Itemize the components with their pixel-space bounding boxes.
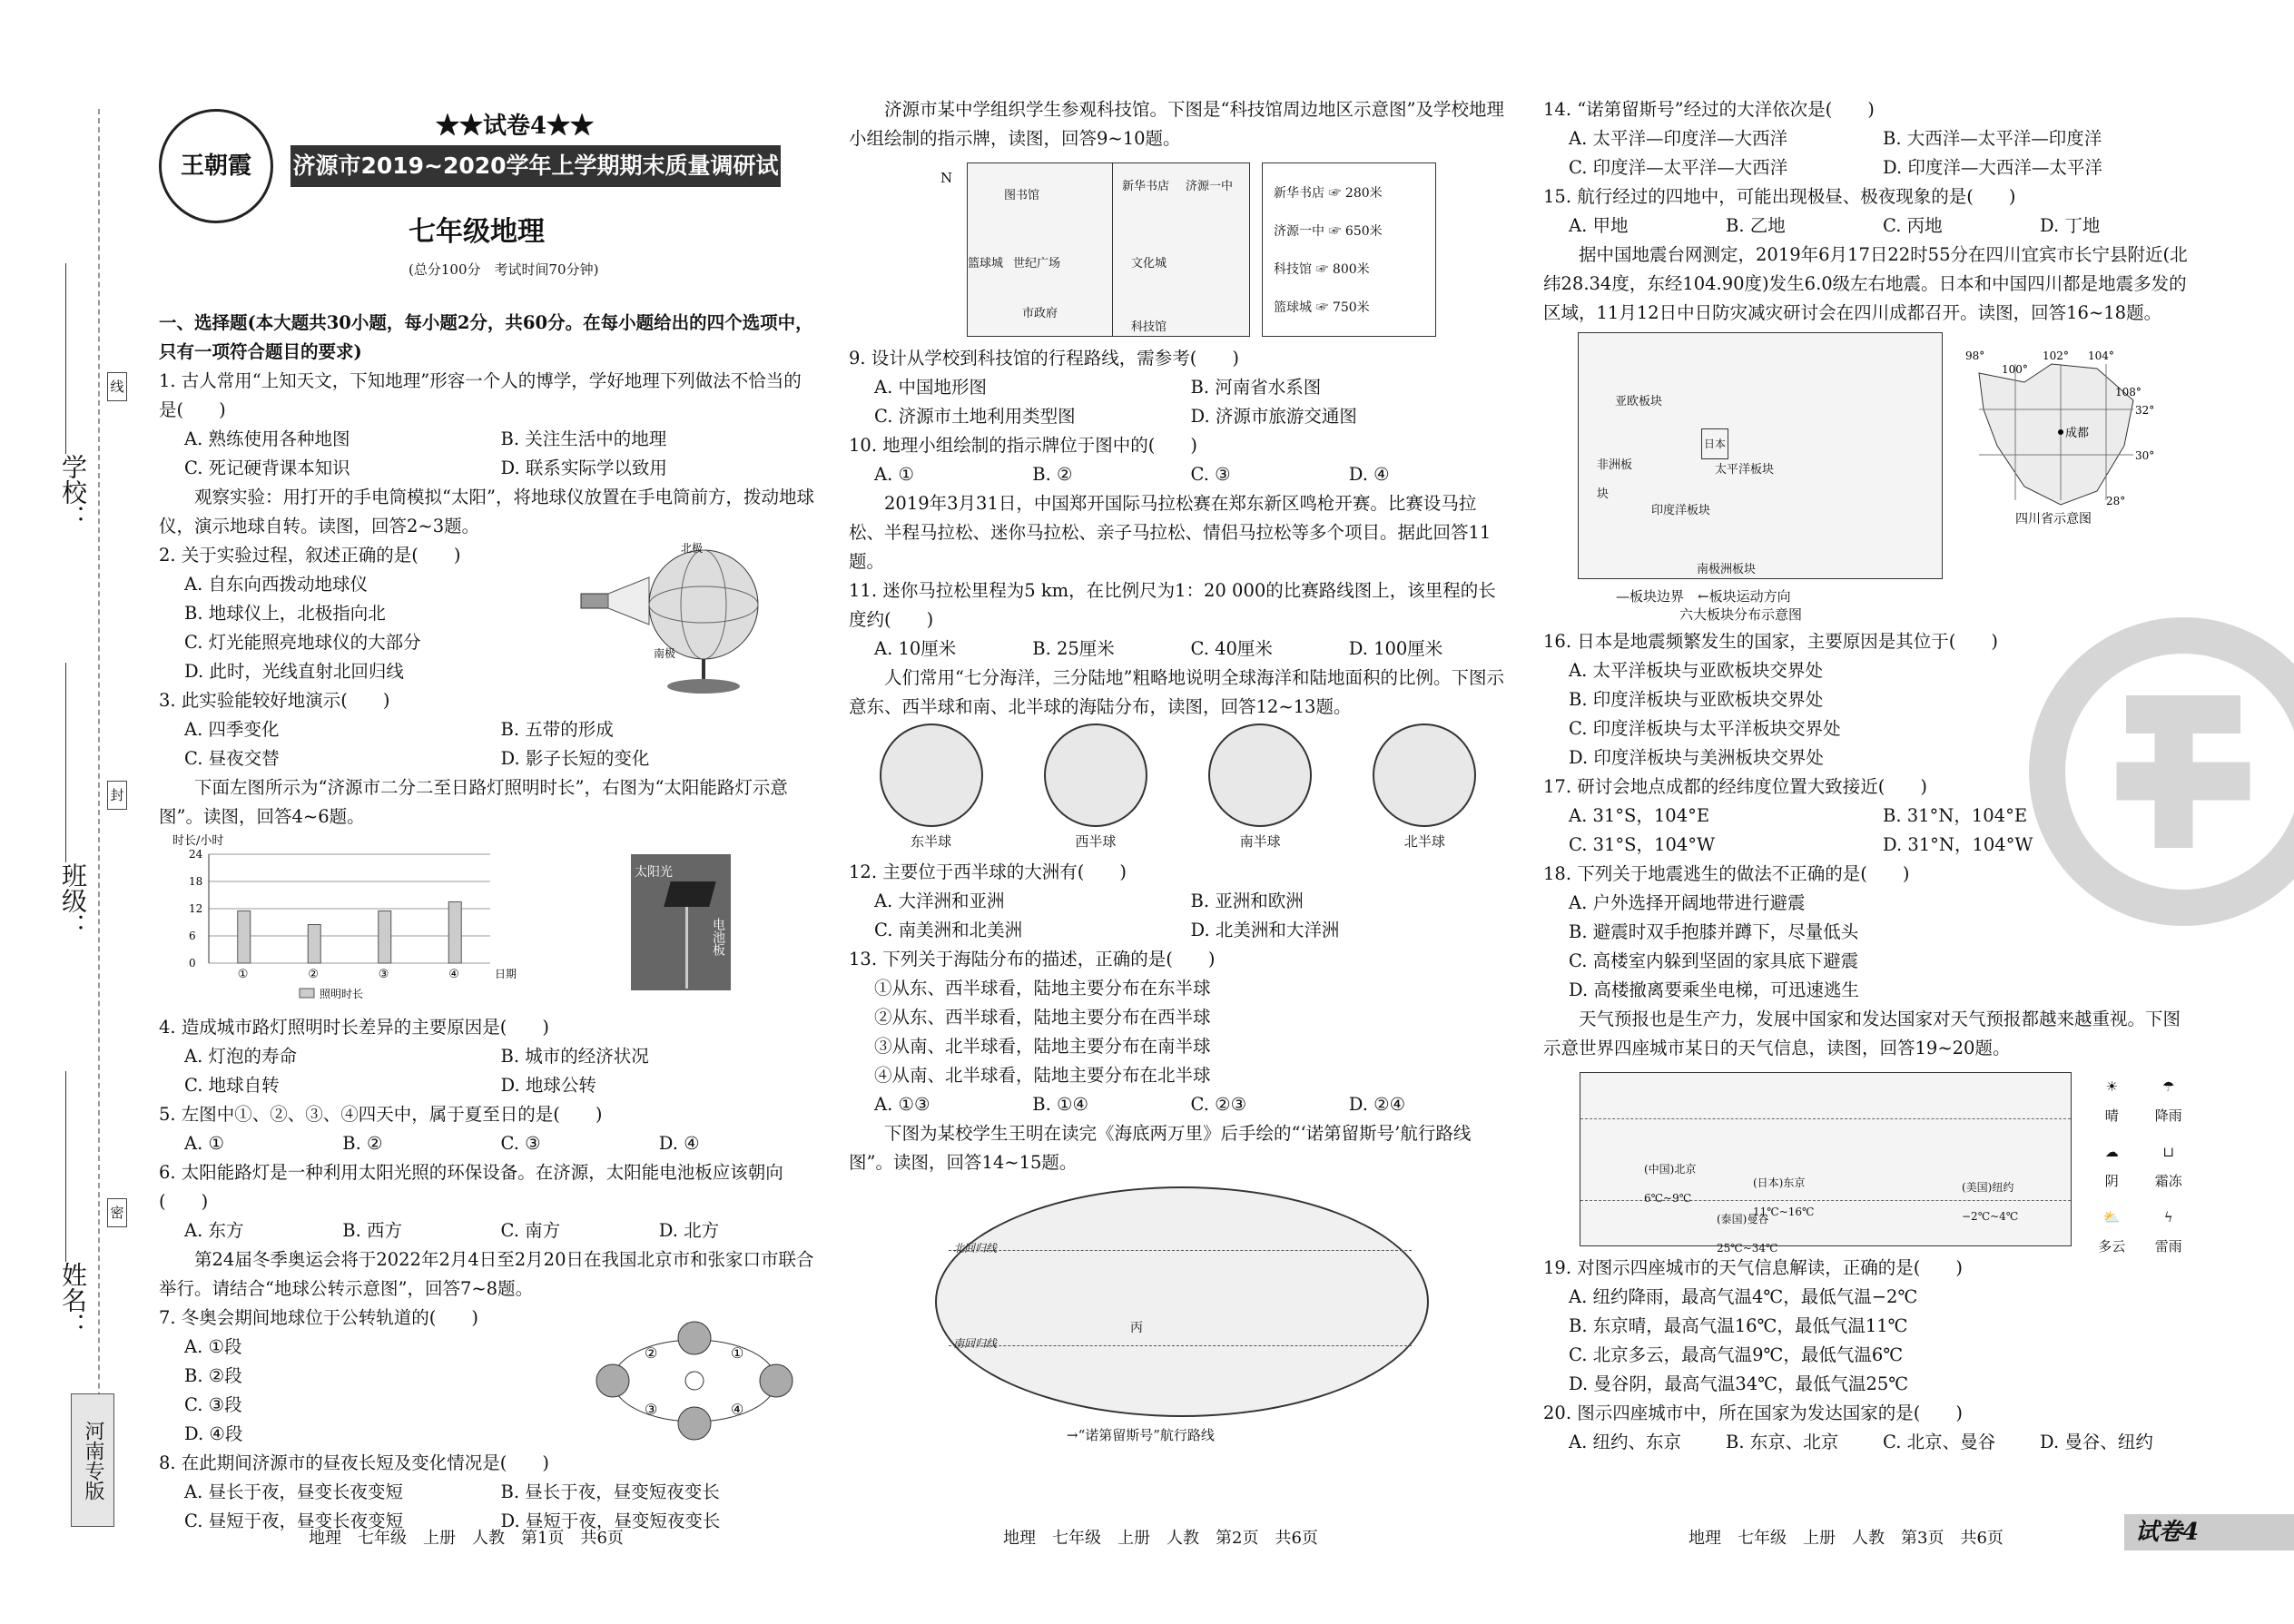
weather-legend: ☀ 晴 ☂ 降雨 ☁ 阴 ⊔ 霜冻 ⛅ 多云 ϟ 雷雨 (2083, 1072, 2197, 1261)
question-17: 17. 研讨会地点成都的经纬度位置大致接近( ) (1543, 776, 1927, 797)
option[interactable]: A. 纽约降雨，最高气温4℃，最低气温−2℃ (1569, 1286, 1918, 1307)
sichuan-map (1961, 346, 2161, 527)
bar (238, 911, 251, 964)
options-5 (159, 1129, 817, 1158)
option[interactable]: C. 死记硬背课本知识 (184, 458, 350, 478)
options-2 (159, 570, 546, 686)
east-hemisphere-globe (880, 723, 983, 827)
option[interactable]: C. 40厘米 (1190, 638, 1273, 659)
plate-antarctic: 南极洲板块 (1697, 563, 1757, 576)
plate-legend: —板块边界 ←板块运动方向 (1616, 588, 1791, 605)
option[interactable]: C. ③ (1190, 464, 1231, 485)
thunder-icon: ϟ (2163, 1209, 2173, 1225)
option[interactable]: D. 曼谷、纽约 (2040, 1432, 2153, 1452)
world-map-ellipse (935, 1186, 1429, 1417)
question-18: 18. 下列关于地震逃生的做法不正确的是( ) (1543, 863, 1910, 884)
panel-label: 电池板 (711, 918, 725, 956)
option[interactable]: D. 影子长短的变化 (500, 748, 650, 769)
option[interactable]: D. ②④ (1348, 1094, 1406, 1115)
question-20: 20. 图示四座城市中，所在国家为发达国家的是( ) (1543, 1403, 1963, 1423)
option[interactable]: B. 25厘米 (1032, 638, 1115, 659)
q13-statements (849, 974, 1507, 1090)
question-3: 3. 此实验能较好地演示( ) (159, 690, 390, 711)
sichuan-caption: 四川省示意图 (2015, 512, 2092, 527)
seal-tag-line: 线 (107, 372, 127, 401)
option[interactable]: A. 31°S，104°E (1569, 805, 1710, 826)
question-19: 19. 对图示四座城市的天气信息解读，正确的是( ) (1543, 1257, 1963, 1278)
science-museum-map (940, 162, 1114, 337)
hemi-caption: 西半球 (1075, 833, 1117, 850)
options-3 (159, 715, 817, 773)
option[interactable]: D. ④ (1348, 464, 1390, 485)
chart-xlabel: 日期 (495, 968, 517, 980)
footer-page-3: 地理 七年级 上册 人教 第3页 共6页 (1689, 1529, 2004, 1548)
option[interactable]: C. 南方 (500, 1220, 561, 1241)
option[interactable]: D. 曼谷阴，最高气温34℃，最低气温25℃ (1569, 1373, 1909, 1394)
option[interactable]: D. 此时，光线直射北回归线 (184, 661, 404, 682)
option[interactable]: A. ① (874, 464, 914, 485)
options-15 (1543, 212, 2197, 241)
section-heading: 一、选择题(本大题共30小题，每小题2分，共60分。在每小题给出的四个选项中，只有一项符合题目的要求) (159, 312, 813, 362)
option[interactable]: C. ②③ (1190, 1094, 1247, 1115)
lon-102: 102° (2043, 349, 2069, 362)
tropic-capricorn-label: 南回归线 (953, 1337, 998, 1350)
option[interactable]: B. 昼长于夜，昼变短夜变长 (500, 1481, 720, 1502)
option[interactable]: A. ①③ (874, 1094, 930, 1115)
option[interactable]: D. 昼短于夜，昼变短夜变长 (500, 1511, 721, 1531)
options-13 (849, 1090, 1507, 1119)
passage-11: 2019年3月31日，中国郑开国际马拉松赛在郑东新区鸣枪开赛。比赛设马拉松、半程马拉松、迷你马拉松、亲子马拉松、情侣马拉松等多个项目。据此回答11题。 (849, 493, 1492, 572)
orbit-label-2: ② (645, 1344, 658, 1362)
route-caption: →“诺第留斯号”航行路线 (1067, 1427, 1215, 1443)
option[interactable]: B. 关注生活中的地理 (500, 428, 667, 449)
japan-label: 日本 (1701, 428, 1728, 459)
options-9 (849, 373, 1507, 431)
option[interactable]: C. 印度洋板块与太平洋板块交界处 (1569, 718, 1841, 739)
option[interactable]: C. 昼短于夜，昼变长夜变短 (184, 1511, 404, 1531)
question-13: 13. 下列关于海陆分布的描述，正确的是( ) (849, 949, 1216, 969)
question-9: 9. 设计从学校到科技馆的行程路线，需参考( ) (849, 348, 1240, 369)
chengdu-label: 成都 (2065, 427, 2090, 440)
exam-banner: 济源市2019~2020学年上学期期末质量调研试题 (290, 145, 781, 187)
column-2 (849, 95, 1507, 1441)
map-museum: 科技馆 (1131, 320, 1167, 334)
option[interactable]: A. 灯泡的寿命 (184, 1046, 297, 1067)
option[interactable]: B. 乙地 (1726, 215, 1786, 236)
solar-streetlight-figure (631, 854, 731, 990)
options-6 (159, 1216, 817, 1245)
hemi-caption: 北半球 (1403, 833, 1445, 850)
question-4: 4. 造成城市路灯照明时长差异的主要原因是( ) (159, 1017, 550, 1038)
nautilus-route-map (849, 1177, 1507, 1441)
passage-4-6: 下面左图所示为“济源市二分二至日路灯照明时长”，右图为“太阳能路灯示意图”。读图，回答4~6题。 (159, 777, 788, 827)
option[interactable]: C. 北京、曼谷 (1883, 1432, 1996, 1452)
science-museum-map-east (1112, 162, 1250, 337)
option[interactable]: D. ④段 (184, 1423, 243, 1444)
sunny-icon: ☀ (2105, 1078, 2118, 1095)
option[interactable]: A. 东方 (184, 1220, 244, 1241)
legend-label: 照明时长 (320, 988, 364, 1000)
map-school: 济源一中 (1186, 180, 1234, 193)
option[interactable]: B. 31°N，104°E (1883, 805, 2028, 826)
question-8: 8. 在此期间济源市的昼夜长短及变化情况是( ) (159, 1452, 550, 1473)
passage-7-8: 第24届冬季奥运会将于2022年2月4日至2月20日在我国北京市和张家口市联合举行。请结合“地球公转示意图”，回答7~8题。 (159, 1249, 814, 1299)
globe-south-label: 南极 (654, 647, 676, 660)
option[interactable]: A. 中国地形图 (874, 377, 987, 398)
plate-pacific: 太平洋板块 (1715, 463, 1775, 477)
plate-eurasia: 亚欧板块 (1615, 395, 1663, 408)
map-government: 市政府 (1022, 307, 1058, 320)
x-tick-label: ④ (448, 968, 459, 981)
paper-subtitle: (总分100分 考试时间70分钟) (409, 261, 599, 278)
direction-signboard: 新华书店 ☞ 280米 济源一中 ☞ 650米 科技馆 ☞ 800米 篮球城 ☞ 750米 (1262, 162, 1436, 337)
option[interactable]: D. 济源市旅游交通图 (1190, 406, 1357, 427)
option[interactable]: B. ②段 (184, 1365, 242, 1386)
south-hemisphere-globe (1208, 723, 1312, 827)
legend-swatch (300, 989, 314, 998)
option[interactable]: D. 高楼撤离要乘坐电梯，可迅速逃生 (1569, 979, 1859, 1000)
y-tick-label: 18 (189, 875, 203, 888)
option[interactable]: B. 五带的形成 (500, 719, 614, 740)
option[interactable]: A. 甲地 (1569, 215, 1629, 236)
option[interactable]: A. 太平洋—印度洋—大西洋 (1569, 128, 1787, 149)
option[interactable]: B. 河南省水系图 (1190, 377, 1322, 398)
north-hemisphere-globe (1373, 723, 1476, 827)
y-tick-label: 0 (189, 957, 196, 969)
binding-line (98, 109, 100, 1525)
north-arrow: N (940, 170, 953, 186)
orbit-label-1: ① (731, 1344, 744, 1362)
options-1 (159, 425, 817, 483)
passage-19-20: 天气预报也是生产力，发展中国家和发达国家对天气预报都越来越重视。下图示意世界四座城市某日的天气信息，读图，回答19~20题。 (1543, 1009, 2181, 1058)
options-4 (159, 1042, 817, 1100)
column-1 (159, 309, 817, 1536)
option[interactable]: B. ② (342, 1133, 383, 1154)
option[interactable]: A. 大洋洲和亚洲 (874, 891, 1005, 911)
option[interactable]: B. ② (1032, 464, 1073, 485)
option[interactable]: D. 北美洲和大洋洲 (1190, 920, 1340, 940)
option[interactable]: A. 熟练使用各种地图 (184, 428, 350, 449)
option[interactable]: B. 避震时双手抱膝并蹲下，尽量低头 (1569, 921, 1859, 942)
options-11 (849, 635, 1507, 664)
statement: ①从东、西半球看，陆地主要分布在东半球 (874, 978, 1211, 999)
option[interactable]: A. 自东向西拨动地球仪 (184, 574, 368, 595)
options-19 (1543, 1283, 2197, 1399)
options-18 (1543, 889, 2197, 1005)
y-tick-label: 12 (189, 902, 203, 915)
option[interactable]: B. 印度洋板块与亚欧板块交界处 (1569, 689, 1824, 710)
option[interactable]: C. ③段 (184, 1394, 242, 1415)
lon-108: 108° (2115, 386, 2141, 399)
seal-tag-secret: 密 (107, 1198, 127, 1227)
option[interactable]: C. 地球自转 (184, 1075, 280, 1096)
x-tick-label: ③ (378, 968, 389, 981)
orbit-label-3: ③ (645, 1401, 658, 1418)
point-bing: 丙 (1130, 1321, 1143, 1335)
globe-north-label: 北极 (681, 542, 704, 555)
y-tick-label: 24 (189, 848, 203, 861)
options-12 (849, 887, 1507, 945)
option[interactable]: D. 印度洋板块与美洲板块交界处 (1569, 747, 1824, 768)
option[interactable]: B. 东京、北京 (1726, 1432, 1839, 1452)
x-tick-label: ① (237, 968, 249, 981)
lighting-duration-chart (168, 832, 567, 1013)
question-15: 15. 航行经过的四地中，可能出现极昼、极夜现象的是( ) (1543, 186, 2016, 207)
hemisphere-figures (849, 722, 1507, 858)
option[interactable]: B. 西方 (342, 1220, 402, 1241)
city-tokyo: (日本)东京 11℃~16℃ (1753, 1176, 1815, 1218)
options-10 (849, 460, 1507, 489)
option[interactable]: C. 高楼室内躲到坚固的家具底下避震 (1569, 950, 1859, 971)
lamp-pole (685, 907, 688, 989)
paper-title: 七年级地理 (409, 216, 545, 248)
region-badge: 河南专版 (71, 1393, 114, 1527)
question-7: 7. 冬奥会期间地球位于公转轨道的( ) (159, 1307, 479, 1328)
passage-16-18: 据中国地震台网测定，2019年6月17日22时55分在四川宜宾市长宁县附近(北纬28.34度，东经104.90度)发生6.0级左右地震。日本和中国四川都是地震多发的区域，11月12日中日防灾减灾研讨会在四川成都召开。读图，回答16~18题。 (1543, 244, 2188, 323)
chart-ylabel: 时长/小时 (172, 834, 224, 848)
option[interactable]: C. 印度洋—太平洋—大西洋 (1569, 157, 1788, 178)
passage-12-13: 人们常用“七分海洋，三分陆地”粗略地说明全球海洋和陆地面积的比例。下图示意东、西半球和南、北半球的海陆分布，读图，回答12~13题。 (849, 667, 1504, 717)
statement: ④从南、北半球看，陆地主要分布在北半球 (874, 1065, 1211, 1086)
x-tick-label: ② (308, 968, 319, 981)
world-weather-map (1580, 1072, 2072, 1255)
question-12: 12. 主要位于西半球的大洲有( ) (849, 861, 1127, 882)
option[interactable]: C. 丙地 (1883, 215, 1943, 236)
paper-number: ★★试卷4★★ (436, 113, 595, 140)
option[interactable]: A. 纽约、东京 (1569, 1432, 1681, 1452)
paper-tab: 试卷4 (2124, 1514, 2294, 1550)
question-2: 2. 关于实验过程，叙述正确的是( ) (159, 545, 461, 566)
plate-indian: 印度洋板块 (1651, 504, 1711, 517)
statement: ②从东、西半球看，陆地主要分布在西半球 (874, 1007, 1211, 1028)
option[interactable]: C. 31°S，104°W (1569, 834, 1716, 855)
cloudy-icon: ⛅ (2102, 1209, 2121, 1225)
plate-caption: 六大板块分布示意图 (1679, 606, 1803, 623)
question-5: 5. 左图中①、②、③、④四天中，属于夏至日的是( ) (159, 1104, 603, 1125)
plate-africa: 非洲板块 (1597, 458, 1633, 501)
name-blank[interactable] (65, 1071, 66, 1262)
brand-logo: 王朝霞 (159, 109, 273, 223)
seal-tag-seal: 封 (107, 781, 127, 810)
y-tick-label: 6 (189, 930, 196, 942)
solar-panel-icon (664, 881, 716, 907)
bar (308, 925, 320, 964)
option[interactable]: D. 100厘米 (1348, 638, 1443, 659)
option[interactable]: A. 户外选择开阔地带进行避震 (1569, 892, 1806, 913)
question-6: 6. 太阳能路灯是一种利用太阳光照的环保设备。在济源，太阳能电池板应该朝向( ) (159, 1162, 783, 1212)
west-hemisphere-globe (1044, 723, 1147, 827)
passage-2-3: 观察实验：用打开的手电筒模拟“太阳”，将地球仪放置在手电筒前方，拨动地球仪，演示地球自转。读图，回答2~3题。 (159, 487, 814, 536)
option[interactable]: D. 地球公转 (500, 1075, 596, 1096)
lat-32: 32° (2135, 404, 2155, 417)
name-label: 姓名： (58, 1262, 88, 1338)
map-library: 图书馆 (1004, 189, 1040, 202)
rain-icon: ☂ (2162, 1078, 2175, 1095)
bar (379, 911, 391, 964)
class-blank[interactable] (65, 663, 66, 862)
option[interactable]: C. 灯光能照亮地球仪的大部分 (184, 632, 421, 653)
orbit-label-4: ④ (731, 1401, 744, 1418)
option[interactable]: B. 东京晴，最高气温16℃，最低气温11℃ (1569, 1315, 1908, 1336)
lat-28: 28° (2106, 495, 2126, 507)
overcast-icon: ☁ (2104, 1144, 2119, 1160)
city-newyork: (美国)纽约 −2℃~4℃ (1962, 1181, 2019, 1223)
question-16: 16. 日本是地震频繁发生的国家，主要原因是其位于( ) (1543, 631, 1998, 652)
school-blank[interactable] (65, 263, 66, 454)
option[interactable]: A. 太平洋板块与亚欧板块交界处 (1569, 660, 1823, 681)
option[interactable]: A. ①段 (184, 1336, 242, 1357)
plate-map (1578, 332, 1943, 579)
frost-icon: ⊔ (2162, 1144, 2175, 1160)
option[interactable]: A. ① (184, 1133, 224, 1154)
footer-page-2: 地理 七年级 上册 人教 第2页 共6页 (1003, 1529, 1318, 1548)
option[interactable]: C. 昼夜交替 (184, 748, 280, 769)
option[interactable]: C. 济源市土地利用类型图 (874, 406, 1076, 427)
lon-104: 104° (2088, 349, 2114, 362)
lon-100: 100° (2002, 363, 2028, 376)
bar (448, 902, 461, 964)
orbit-figure (595, 1313, 794, 1449)
footer-page-1: 地理 七年级 上册 人教 第1页 共6页 (309, 1529, 624, 1548)
option[interactable]: D. ④ (658, 1133, 700, 1154)
options-14 (1543, 124, 2197, 182)
passage-14-15: 下图为某校学生王明在读完《海底两万里》后手绘的“‘诺第留斯号’航行路线图”。读图，回答14~15题。 (849, 1123, 1472, 1173)
option[interactable]: D. 联系实际学以致用 (500, 458, 667, 478)
lon-98: 98° (1965, 349, 1985, 362)
question-14: 14. “诺第留斯号”经过的大洋依次是( ) (1543, 99, 1875, 120)
question-10: 10. 地理小组绘制的指示牌位于图中的( ) (849, 435, 1197, 456)
option[interactable]: D. 北方 (658, 1220, 720, 1241)
sunlight-label: 太阳光 (635, 865, 673, 880)
option[interactable]: B. 地球仪上，北极指向北 (184, 603, 386, 624)
school-label: 学校： (58, 454, 88, 530)
option[interactable]: C. 北京多云，最高气温9℃，最低气温6℃ (1569, 1344, 1904, 1365)
city-bangkok: (泰国)曼谷 25℃~34℃ (1717, 1213, 1778, 1255)
option[interactable]: A. 四季变化 (184, 719, 280, 740)
option[interactable]: B. 亚洲和欧洲 (1190, 891, 1304, 911)
hemi-caption: 东半球 (911, 833, 952, 850)
statement: ③从南、北半球看，陆地主要分布在南半球 (874, 1036, 1211, 1057)
lat-30: 30° (2135, 449, 2155, 462)
map-plaza: 世纪广场 (1013, 257, 1061, 271)
option[interactable]: C. 南美洲和北美洲 (874, 920, 1023, 940)
map-culture: 文化城 (1131, 257, 1167, 271)
options-20 (1543, 1428, 2197, 1457)
question-11: 11. 迷你马拉松里程为5 km，在比例尺为1：20 000的比赛路线图上，该里程的长度约( ) (849, 580, 1496, 630)
option[interactable]: C. ③ (500, 1133, 541, 1154)
option[interactable]: B. ①④ (1032, 1094, 1088, 1115)
option[interactable]: D. 印度洋—大西洋—太平洋 (1883, 157, 2102, 178)
passage-9-10: 济源市某中学组织学生参观科技馆。下图是“科技馆周边地区示意图”及学校地理小组绘制的指示牌，读图，回答9~10题。 (849, 99, 1504, 149)
option[interactable]: B. 城市的经济状况 (500, 1046, 649, 1067)
option[interactable]: A. 10厘米 (874, 638, 957, 659)
question-1: 1. 古人常用“上知天文，下知地理”形容一个人的博学，学好地理下列做法不恰当的是( ) (159, 370, 802, 420)
options-7 (159, 1333, 448, 1449)
tropic-cancer-label: 北回归线 (953, 1242, 998, 1255)
map-basketball: 篮球城 (968, 257, 1004, 271)
hemi-caption: 南半球 (1239, 833, 1281, 850)
option[interactable]: B. 大西洋—太平洋—印度洋 (1883, 128, 2102, 149)
option[interactable]: D. 31°N，104°W (1883, 834, 2033, 855)
globe-experiment-figure (576, 541, 803, 695)
option[interactable]: D. 丁地 (2040, 215, 2101, 236)
map-bookstore: 新华书店 (1122, 180, 1170, 193)
city-beijing: (中国)北京 6℃~9℃ (1644, 1163, 1697, 1205)
class-label: 班级： (58, 862, 88, 939)
option[interactable]: A. 昼长于夜，昼变长夜变短 (184, 1481, 403, 1502)
